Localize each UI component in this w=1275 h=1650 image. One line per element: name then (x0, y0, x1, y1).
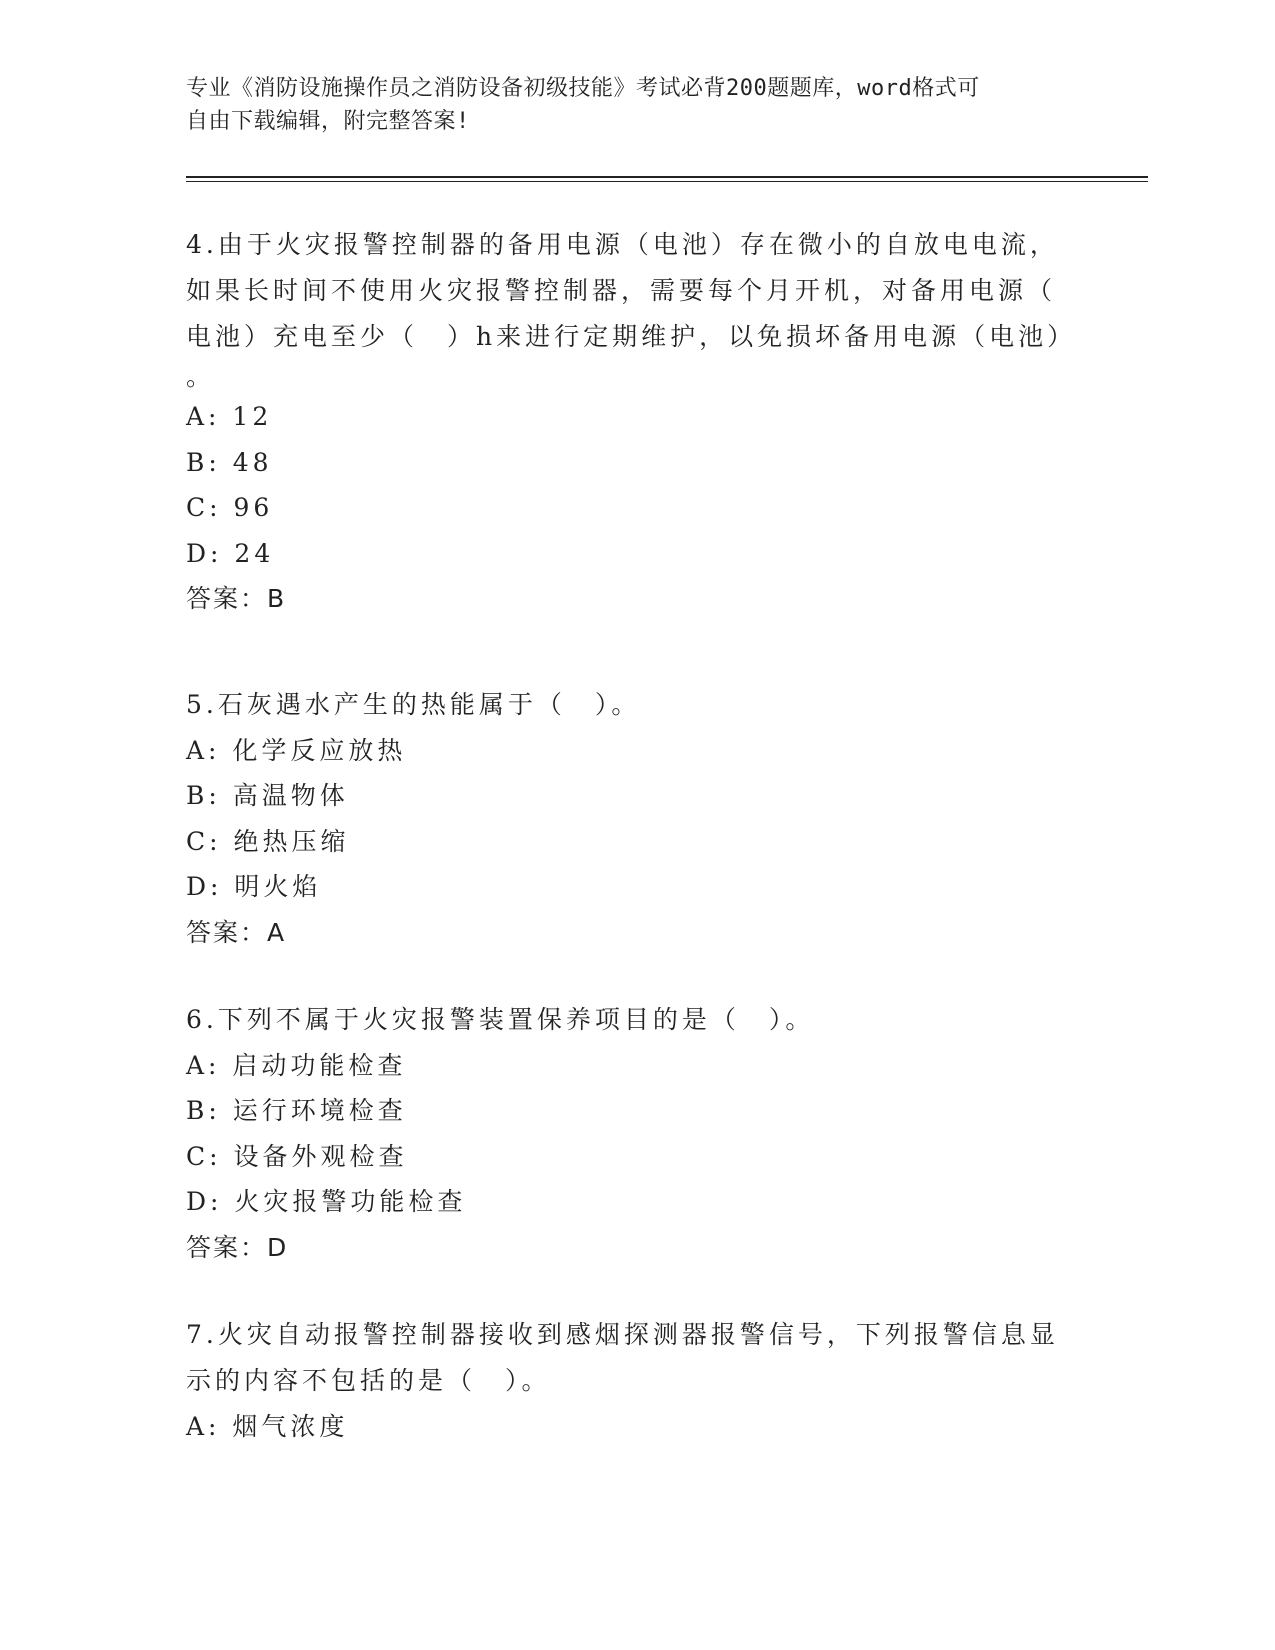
question-5 (186, 682, 1066, 955)
option-d: D: 火灾报警功能检查 (186, 1187, 467, 1216)
option-a: A: 烟气浓度 (186, 1412, 349, 1441)
header-divider-thin (186, 181, 1148, 182)
question-line: 示的内容不包括的是（ ）。 (186, 1366, 551, 1395)
answer: 答案：D (186, 1232, 289, 1262)
document-header (186, 72, 1066, 138)
header-divider (186, 176, 1148, 178)
question-text (186, 1312, 1066, 1404)
question-line: 7.火灾自动报警控制器接收到感烟探测器报警信号，下列报警信息显 (186, 1320, 1059, 1349)
question-line: 5.石灰遇水产生的热能属于（ ）。 (186, 690, 641, 719)
option-b: B: 运行环境检查 (186, 1096, 407, 1125)
option-c: C: 绝热压缩 (186, 826, 350, 856)
option-d: D: 24 (186, 538, 275, 568)
option-a: A: 12 (186, 402, 273, 431)
option-a: A: 启动功能检查 (186, 1050, 407, 1080)
answer: 答案：B (186, 584, 287, 613)
option-c: C: 96 (186, 493, 274, 522)
question-text (186, 222, 1077, 394)
question-line: 6.下列不属于火灾报警装置保养项目的是（ ）。 (186, 1005, 815, 1034)
header-line-1: 专业《消防设施操作员之消防设备初级技能》考试必背200题题库，word格式可 (186, 76, 980, 101)
option-a: A: 化学反应放热 (186, 735, 407, 765)
option-b: B: 高温物体 (186, 781, 349, 810)
header-line-2: 自由下载编辑，附完整答案! (186, 109, 470, 134)
question-4 (186, 222, 1077, 622)
option-b: B: 48 (186, 447, 273, 477)
option-c: C: 设备外观检查 (186, 1141, 408, 1171)
question-line: 电池）充电至少（ ）h来进行定期维护，以免损坏备用电源（电池） (186, 322, 1077, 351)
question-7 (186, 1312, 1066, 1450)
question-line: 4.由于火灾报警控制器的备用电源（电池）存在微小的自放电电流， (186, 230, 1059, 259)
question-6 (186, 997, 1066, 1270)
question-line: 如果长时间不使用火灾报警控制器，需要每个月开机，对备用电源（ (186, 276, 1057, 305)
answer: 答案：A (186, 917, 287, 947)
option-d: D: 明火焰 (186, 872, 322, 901)
question-line: 。 (186, 362, 216, 391)
